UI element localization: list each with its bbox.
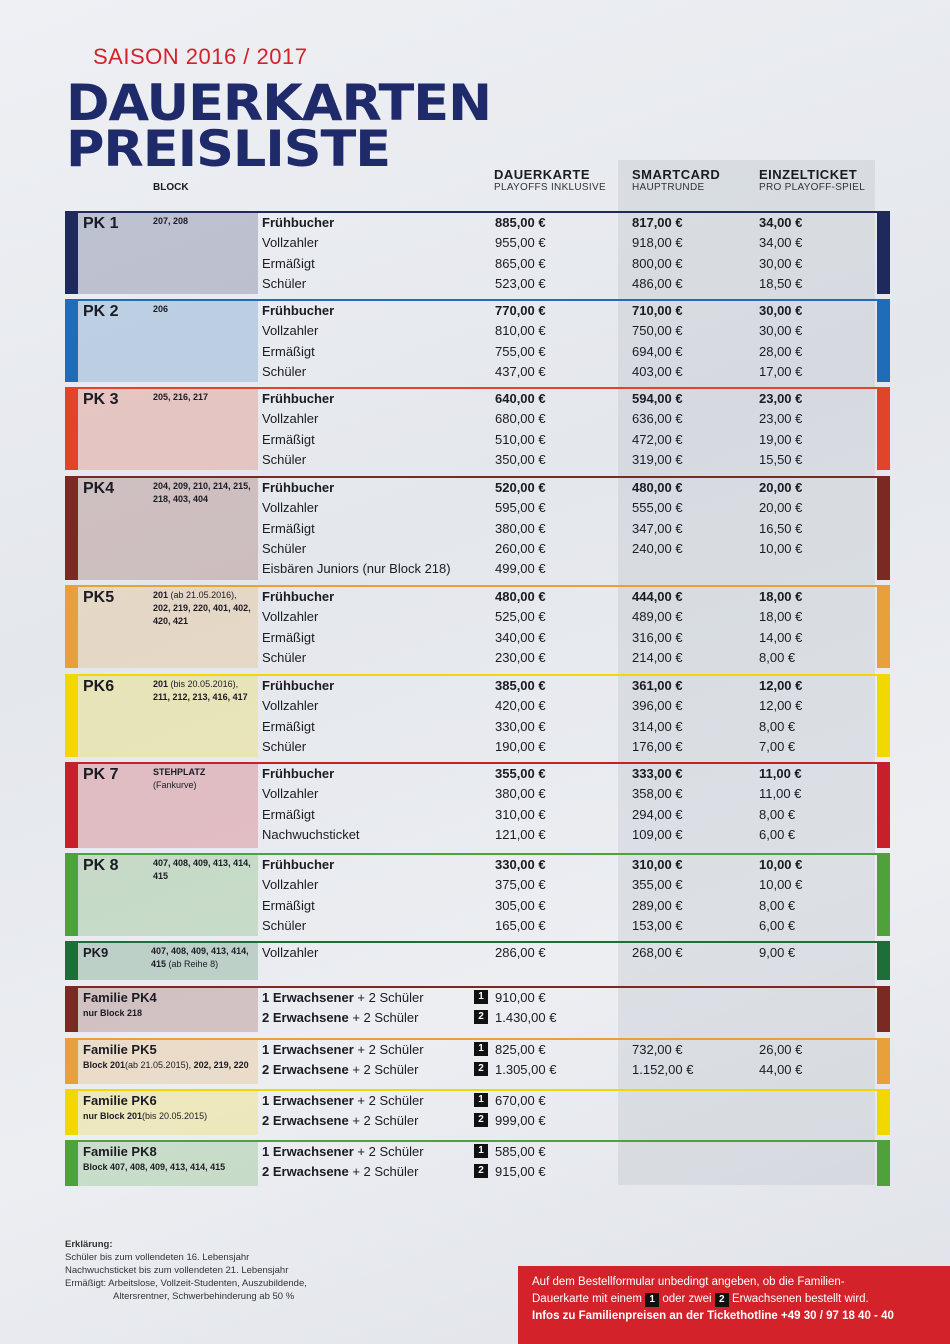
adult-count-box: 1 xyxy=(474,1093,488,1107)
tariff-label: Ermäßigt xyxy=(262,255,315,271)
tariff-label: Ermäßigt xyxy=(262,718,315,734)
smartcard-price: 480,00 € xyxy=(632,480,683,495)
tariff-label: Schüler xyxy=(262,649,307,665)
price-category-name: PK 3 xyxy=(83,391,119,408)
color-bar-right xyxy=(877,1089,890,1135)
color-bar-right xyxy=(877,585,890,668)
dauerkarte-price: 310,00 € xyxy=(495,806,546,822)
tariff-label: Frühbucher xyxy=(262,678,335,693)
block-numbers: 201 (bis 20.05.2016), 211, 212, 213, 416, 417 xyxy=(153,679,248,702)
dauerkarte-price: 480,00 € xyxy=(495,589,546,604)
color-bar-left xyxy=(65,387,78,470)
smartcard-price: 316,00 € xyxy=(632,629,683,645)
smartcard-price: 240,00 € xyxy=(632,540,683,556)
einzelticket-price: 10,00 € xyxy=(759,877,803,893)
einzelticket-price: 8,00 € xyxy=(759,718,796,734)
family-block: nur Block 218 xyxy=(83,1008,143,1018)
smartcard-price: 347,00 € xyxy=(632,520,683,536)
tariff-label: Eisbären Juniors (nur Block 218) xyxy=(262,561,451,577)
einzelticket-price: 12,00 € xyxy=(759,698,803,714)
smartcard-price: 361,00 € xyxy=(632,678,683,693)
dauerkarte-price: 350,00 € xyxy=(495,451,546,467)
tariff-label: Frühbucher xyxy=(262,766,335,781)
dauerkarte-price: 380,00 € xyxy=(495,520,546,536)
price-group xyxy=(65,387,890,470)
smartcard-price: 694,00 € xyxy=(632,343,683,359)
family-composition: 2 Erwachsene + 2 Schüler xyxy=(262,1062,419,1078)
dauerkarte-price: 330,00 € xyxy=(495,857,546,872)
family-composition: 1 Erwachsener + 2 Schüler xyxy=(262,1042,424,1057)
price-category-name: PK 7 xyxy=(83,766,119,783)
block-numbers: 201 (ab 21.05.2016), 202, 219, 220, 401, 402, 420, 421 xyxy=(153,590,251,626)
title-line-1: DAUERKARTEN xyxy=(66,74,491,132)
dauerkarte-price: 385,00 € xyxy=(495,678,546,693)
dauerkarte-price: 999,00 € xyxy=(495,1113,546,1129)
einzelticket-price: 34,00 € xyxy=(759,215,803,230)
einzelticket-price: 28,00 € xyxy=(759,343,803,359)
smartcard-price: 817,00 € xyxy=(632,215,683,230)
einzelticket-price: 6,00 € xyxy=(759,826,796,842)
color-bar-right xyxy=(877,299,890,382)
dauerkarte-price: 1.305,00 € xyxy=(495,1062,557,1078)
header-einzelticket: EINZELTICKET PRO PLAYOFF-SPIEL xyxy=(759,167,866,193)
smartcard-price: 109,00 € xyxy=(632,826,683,842)
einzelticket-price: 11,00 € xyxy=(759,766,802,781)
color-bar-right xyxy=(877,674,890,757)
einzelticket-price: 15,50 € xyxy=(759,451,803,467)
smartcard-price: 153,00 € xyxy=(632,917,683,933)
smartcard-price: 732,00 € xyxy=(632,1042,683,1057)
smartcard-price: 403,00 € xyxy=(632,363,683,379)
tariff-label: Frühbucher xyxy=(262,589,335,604)
tariff-label: Frühbucher xyxy=(262,391,335,406)
einzelticket-price: 16,50 € xyxy=(759,520,803,536)
color-bar-right xyxy=(877,1038,890,1084)
dauerkarte-price: 520,00 € xyxy=(495,480,546,495)
tariff-label: Schüler xyxy=(262,738,307,754)
einzelticket-price: 10,00 € xyxy=(759,540,803,556)
smartcard-price: 314,00 € xyxy=(632,718,683,734)
block-numbers: 205, 216, 217 xyxy=(153,392,209,402)
tariff-label: Frühbucher xyxy=(262,215,335,230)
color-bar-right xyxy=(877,1140,890,1186)
block-column-header: BLOCK xyxy=(153,182,189,193)
dauerkarte-price: 375,00 € xyxy=(495,877,546,893)
dauerkarte-price: 670,00 € xyxy=(495,1093,546,1108)
color-bar-right xyxy=(877,476,890,580)
smartcard-price: 555,00 € xyxy=(632,500,683,516)
einzelticket-price: 6,00 € xyxy=(759,917,796,933)
family-composition: 1 Erwachsener + 2 Schüler xyxy=(262,1144,424,1159)
tariff-label: Nachwuchsticket xyxy=(262,826,360,842)
tariff-label: Frühbucher xyxy=(262,857,335,872)
dauerkarte-price: 499,00 € xyxy=(495,561,546,577)
smartcard-price: 358,00 € xyxy=(632,786,683,802)
price-category-name: PK 2 xyxy=(83,303,119,320)
dauerkarte-price: 585,00 € xyxy=(495,1144,546,1159)
tariff-label: Frühbucher xyxy=(262,480,335,495)
tariff-label: Vollzahler xyxy=(262,411,319,427)
smartcard-price: 289,00 € xyxy=(632,897,683,913)
dauerkarte-price: 523,00 € xyxy=(495,275,546,291)
tariff-label: Ermäßigt xyxy=(262,520,315,536)
adult-count-box: 2 xyxy=(474,1062,488,1076)
adult-count-box: 2 xyxy=(474,1010,488,1024)
einzelticket-price: 12,00 € xyxy=(759,678,803,693)
dauerkarte-price: 330,00 € xyxy=(495,718,546,734)
tariff-label: Vollzahler xyxy=(262,235,319,251)
color-bar-right xyxy=(877,986,890,1032)
title-line-2: PREISLISTE xyxy=(66,120,391,178)
color-bar-left xyxy=(65,1089,78,1135)
adult-count-box: 1 xyxy=(474,990,488,1004)
price-category-name: PK6 xyxy=(83,678,115,695)
family-name: Familie PK4 xyxy=(83,990,157,1005)
einzelticket-price: 9,00 € xyxy=(759,945,796,960)
color-bar-left xyxy=(65,1038,78,1084)
family-group xyxy=(65,1140,890,1186)
price-category-name: PK 8 xyxy=(83,857,119,874)
color-bar-left xyxy=(65,211,78,294)
einzelticket-price: 18,00 € xyxy=(759,589,803,604)
smartcard-price: 319,00 € xyxy=(632,451,683,467)
color-bar-left xyxy=(65,476,78,580)
color-bar-left xyxy=(65,299,78,382)
dauerkarte-price: 915,00 € xyxy=(495,1164,546,1180)
tariff-label: Schüler xyxy=(262,451,307,467)
adult-count-box: 1 xyxy=(474,1042,488,1056)
einzelticket-price: 26,00 € xyxy=(759,1042,803,1057)
family-composition: 2 Erwachsene + 2 Schüler xyxy=(262,1164,419,1180)
family-block: Block 201(ab 21.05.2015), 202, 219, 220 xyxy=(83,1060,249,1070)
price-group xyxy=(65,853,890,936)
color-bar-left xyxy=(65,674,78,757)
tariff-label: Frühbucher xyxy=(262,303,335,318)
einzelticket-price: 20,00 € xyxy=(759,480,803,495)
family-name: Familie PK8 xyxy=(83,1144,157,1159)
dauerkarte-price: 910,00 € xyxy=(495,990,546,1005)
color-bar-right xyxy=(877,211,890,294)
tariff-label: Ermäßigt xyxy=(262,629,315,645)
tariff-label: Vollzahler xyxy=(262,323,319,339)
smartcard-price: 176,00 € xyxy=(632,738,683,754)
smartcard-price: 214,00 € xyxy=(632,649,683,665)
tariff-label: Schüler xyxy=(262,540,307,556)
dauerkarte-price: 955,00 € xyxy=(495,235,546,251)
dauerkarte-price: 190,00 € xyxy=(495,738,546,754)
color-bar-right xyxy=(877,941,890,980)
block-numbers: STEHPLATZ (Fankurve) xyxy=(153,767,206,790)
dauerkarte-price: 755,00 € xyxy=(495,343,546,359)
family-group xyxy=(65,1089,890,1135)
family-group xyxy=(65,986,890,1032)
smartcard-price: 710,00 € xyxy=(632,303,683,318)
block-numbers: 207, 208 xyxy=(153,216,189,226)
einzelticket-price: 30,00 € xyxy=(759,255,803,271)
price-group xyxy=(65,674,890,757)
tariff-label: Vollzahler xyxy=(262,945,319,960)
family-notice-box: Auf dem Bestellformular unbedingt angeben, ob die Familien- Dauerkarte mit einem 1 oder zwei 2 Erwachsenen bestellt wird. Infos zu Familienpreisen an der Tickethotline +49 30 / 97 18 40 - 40 xyxy=(518,1266,950,1344)
family-name: Familie PK6 xyxy=(83,1093,157,1108)
color-bar-left xyxy=(65,585,78,668)
dauerkarte-price: 770,00 € xyxy=(495,303,546,318)
smartcard-price: 310,00 € xyxy=(632,857,683,872)
dauerkarte-price: 810,00 € xyxy=(495,323,546,339)
smartcard-price: 489,00 € xyxy=(632,609,683,625)
dauerkarte-price: 1.430,00 € xyxy=(495,1010,557,1026)
family-block: nur Block 201(bis 20.05.2015) xyxy=(83,1111,208,1121)
tariff-label: Vollzahler xyxy=(262,786,319,802)
price-category-name: PK4 xyxy=(83,480,115,497)
adult-count-box: 1 xyxy=(474,1144,488,1158)
dauerkarte-price: 595,00 € xyxy=(495,500,546,516)
einzelticket-price: 44,00 € xyxy=(759,1062,803,1078)
smartcard-price: 594,00 € xyxy=(632,391,683,406)
dauerkarte-price: 340,00 € xyxy=(495,629,546,645)
family-block: Block 407, 408, 409, 413, 414, 415 xyxy=(83,1162,226,1172)
color-bar-left xyxy=(65,1140,78,1186)
header-dauerkarte: DAUERKARTE PLAYOFFS INKLUSIVE xyxy=(494,167,606,193)
price-group xyxy=(65,299,890,382)
block-numbers: 407, 408, 409, 413, 414, 415 xyxy=(153,858,251,881)
number-box-1: 1 xyxy=(645,1293,659,1307)
einzelticket-price: 17,00 € xyxy=(759,363,803,379)
price-category-name: PK5 xyxy=(83,589,115,606)
block-numbers: 206 xyxy=(153,304,169,314)
price-category-name: PK 1 xyxy=(83,215,119,232)
einzelticket-price: 30,00 € xyxy=(759,323,803,339)
adult-count-box: 2 xyxy=(474,1164,488,1178)
price-group xyxy=(65,585,890,668)
einzelticket-price: 14,00 € xyxy=(759,629,803,645)
tariff-label: Vollzahler xyxy=(262,877,319,893)
einzelticket-price: 34,00 € xyxy=(759,235,803,251)
einzelticket-price: 20,00 € xyxy=(759,500,803,516)
color-bar-left xyxy=(65,853,78,936)
dauerkarte-price: 865,00 € xyxy=(495,255,546,271)
smartcard-price: 268,00 € xyxy=(632,945,683,960)
smartcard-price: 636,00 € xyxy=(632,411,683,427)
smartcard-price: 355,00 € xyxy=(632,877,683,893)
einzelticket-price: 18,00 € xyxy=(759,609,803,625)
dauerkarte-price: 420,00 € xyxy=(495,698,546,714)
dauerkarte-price: 885,00 € xyxy=(495,215,546,230)
color-bar-left xyxy=(65,941,78,980)
adult-count-box: 2 xyxy=(474,1113,488,1127)
number-box-2: 2 xyxy=(715,1293,729,1307)
einzelticket-price: 8,00 € xyxy=(759,806,796,822)
smartcard-price: 444,00 € xyxy=(632,589,683,604)
dauerkarte-price: 825,00 € xyxy=(495,1042,546,1057)
smartcard-price: 486,00 € xyxy=(632,275,683,291)
tariff-label: Vollzahler xyxy=(262,500,319,516)
price-group xyxy=(65,211,890,294)
dauerkarte-price: 165,00 € xyxy=(495,917,546,933)
einzelticket-price: 8,00 € xyxy=(759,649,796,665)
dauerkarte-price: 260,00 € xyxy=(495,540,546,556)
dauerkarte-price: 121,00 € xyxy=(495,826,546,842)
smartcard-price: 294,00 € xyxy=(632,806,683,822)
einzelticket-price: 10,00 € xyxy=(759,857,803,872)
einzelticket-price: 23,00 € xyxy=(759,411,803,427)
header-smartcard: SMARTCARD HAUPTRUNDE xyxy=(632,167,721,193)
smartcard-price: 750,00 € xyxy=(632,323,683,339)
family-composition: 1 Erwachsener + 2 Schüler xyxy=(262,1093,424,1108)
einzelticket-price: 19,00 € xyxy=(759,431,803,447)
color-bar-right xyxy=(877,387,890,470)
dauerkarte-price: 437,00 € xyxy=(495,363,546,379)
dauerkarte-price: 525,00 € xyxy=(495,609,546,625)
einzelticket-price: 23,00 € xyxy=(759,391,803,406)
smartcard-price: 918,00 € xyxy=(632,235,683,251)
smartcard-price: 800,00 € xyxy=(632,255,683,271)
color-bar-right xyxy=(877,762,890,848)
smartcard-price: 472,00 € xyxy=(632,431,683,447)
legend: Erklärung: Schüler bis zum vollendeten 16. Lebensjahr Nachwuchsticket bis zum vollendeten 21. Lebensjahr Ermäßigt: Arbeitslose, Vollzeit-Studenten, Auszubildende, Altersrentner, Schwerbehinderung ab 50 % xyxy=(65,1239,307,1302)
price-group xyxy=(65,476,890,580)
color-bar-left xyxy=(65,762,78,848)
family-name: Familie PK5 xyxy=(83,1042,157,1057)
dauerkarte-price: 380,00 € xyxy=(495,786,546,802)
family-composition: 2 Erwachsene + 2 Schüler xyxy=(262,1010,419,1026)
tariff-label: Ermäßigt xyxy=(262,343,315,359)
price-group xyxy=(65,941,890,980)
tariff-label: Ermäßigt xyxy=(262,806,315,822)
tariff-label: Schüler xyxy=(262,363,307,379)
color-bar-left xyxy=(65,986,78,1032)
dauerkarte-price: 355,00 € xyxy=(495,766,546,781)
tariff-label: Vollzahler xyxy=(262,609,319,625)
block-numbers: 407, 408, 409, 413, 414, 415 (ab Reihe 8) xyxy=(151,946,249,969)
smartcard-price: 396,00 € xyxy=(632,698,683,714)
smartcard-price: 1.152,00 € xyxy=(632,1062,694,1078)
family-group xyxy=(65,1038,890,1084)
family-composition: 1 Erwachsener + 2 Schüler xyxy=(262,990,424,1005)
dauerkarte-price: 305,00 € xyxy=(495,897,546,913)
price-category-name: PK9 xyxy=(83,945,109,960)
tariff-label: Ermäßigt xyxy=(262,431,315,447)
price-group xyxy=(65,762,890,848)
dauerkarte-price: 640,00 € xyxy=(495,391,546,406)
color-bar-right xyxy=(877,853,890,936)
einzelticket-price: 7,00 € xyxy=(759,738,796,754)
dauerkarte-price: 230,00 € xyxy=(495,649,546,665)
einzelticket-price: 8,00 € xyxy=(759,897,796,913)
family-composition: 2 Erwachsene + 2 Schüler xyxy=(262,1113,419,1129)
season-label: SAISON 2016 / 2017 xyxy=(93,44,308,69)
einzelticket-price: 30,00 € xyxy=(759,303,803,318)
tariff-label: Ermäßigt xyxy=(262,897,315,913)
block-numbers: 204, 209, 210, 214, 215, 218, 403, 404 xyxy=(153,481,251,504)
dauerkarte-price: 680,00 € xyxy=(495,411,546,427)
tariff-label: Schüler xyxy=(262,275,307,291)
page-title xyxy=(66,74,491,178)
einzelticket-price: 18,50 € xyxy=(759,275,803,291)
dauerkarte-price: 286,00 € xyxy=(495,945,546,960)
tariff-label: Schüler xyxy=(262,917,307,933)
tariff-label: Vollzahler xyxy=(262,698,319,714)
dauerkarte-price: 510,00 € xyxy=(495,431,546,447)
einzelticket-price: 11,00 € xyxy=(759,786,802,802)
smartcard-price: 333,00 € xyxy=(632,766,683,781)
